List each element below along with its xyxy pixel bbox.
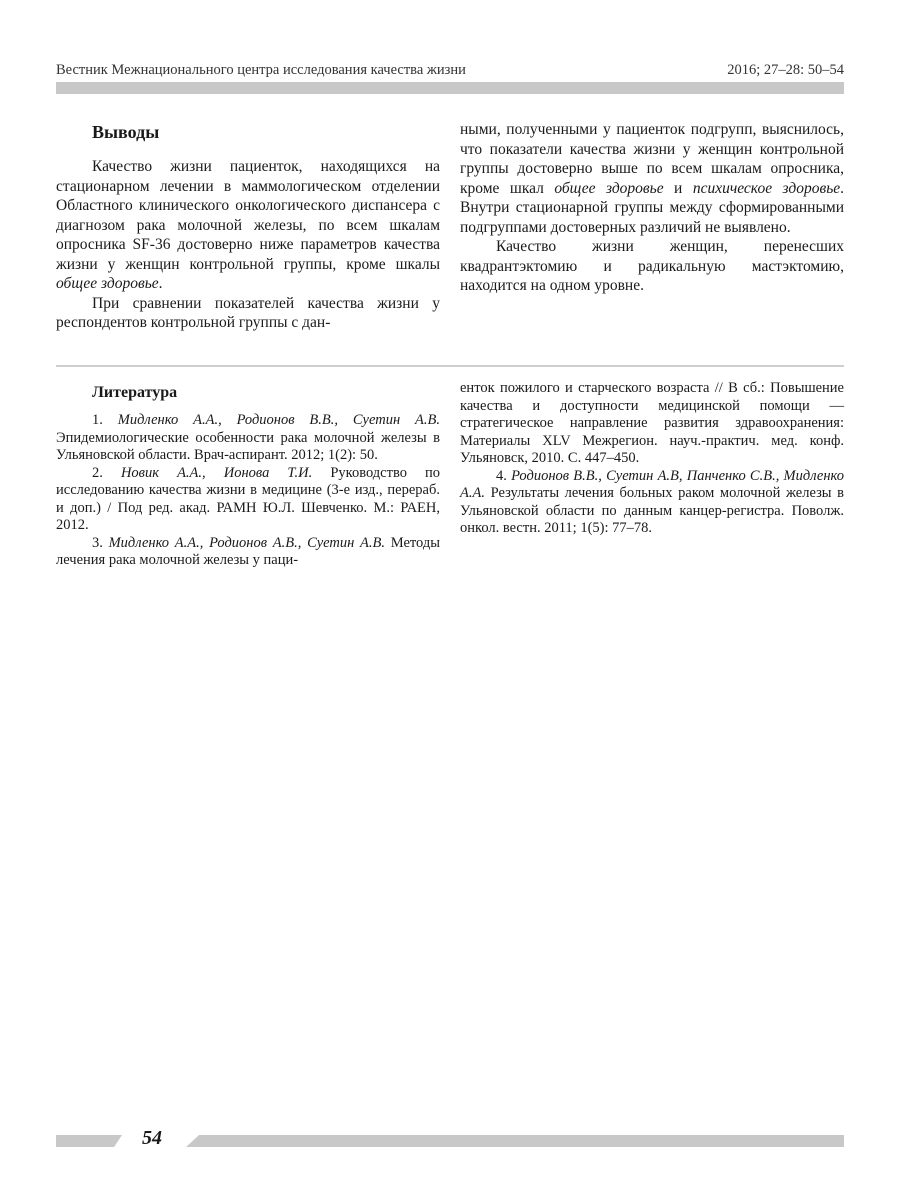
references-section <box>56 380 844 570</box>
footer-left-bar <box>56 1135 122 1147</box>
reference-item: 1. Мидленко А.А., Родионов В.В., Суетин А.В. Эпидемиологические особенности рака молочной железы в Ульяновской области. Врач-аспирант. 2012; 1(2): 50. <box>56 412 440 463</box>
reference-item: 3. Мидленко А.А., Родионов А.В., Суетин А.В. Методы лечения рака молочной железы у паци- <box>56 534 440 568</box>
conclusions-paragraph-3: Качество жизни женщин, перенесших квадрантэктомию и радикальную мастэктомию, находится на одном уровне. <box>460 238 844 294</box>
reference-item: 4. Родионов В.В., Суетин А.В, Панченко С.В., Мидленко А.А. Результаты лечения больных раком молочной железы в Ульяновской области по данным канцер-регистра. Поволж. онкол. вестн. 2011; 1(5): 77–78. <box>460 467 844 536</box>
conclusions-right-column <box>460 120 844 333</box>
section-divider <box>56 365 844 367</box>
conclusions-section <box>56 120 844 333</box>
conclusions-paragraph-1: Качество жизни пациенток, находящихся на стационарном лечении в маммологическом отделении Областного клинического онкологического диспансера с диагнозом рака молочной железы, по всем шкалам опросника SF-36 достоверно ниже параметров качества жизни у женщин контрольной группы, кроме шкалы общее здоровье. <box>56 158 440 292</box>
reference-item: 2. Новик А.А., Ионова Т.И. Руководство по исследованию качества жизни в медицине (3-е изд., перераб. и доп.) / Под ред. акад. РАМН Ю.Л. Шевченко. М.: РАЕН, 2012. <box>56 464 441 533</box>
reference-item-cont: енток пожилого и старческого возраста // В сб.: Повышение качества и доступности медицинской помощи — стратегическое направление развития здравоохранения: Материалы XLV Межрегион. науч.-практич. мед. конф. Ульяновск, 2010. С. 447–450. <box>460 380 844 466</box>
conclusions-title: Выводы <box>92 122 160 142</box>
footer-right-bar <box>186 1135 844 1147</box>
conclusions-paragraph-2: При сравнении показателей качества жизни у респондентов контрольной группы с дан- <box>56 294 440 331</box>
conclusions-paragraph-2-cont: ными, полученными у пациенток подгрупп, выяснилось, что показатели качества жизни у женщин контрольной группы достоверно выше по всем шкалам опросника, кроме шкал общее здоровье и психическое здоровье. Внутри стационарной группы между сформированными подгруппами достоверных различий не выявлено. <box>460 121 845 236</box>
references-title: Литература <box>92 384 178 401</box>
journal-title: Вестник Межнационального центра исследования качества жизни <box>56 62 466 78</box>
conclusions-left-column <box>56 120 440 333</box>
citation: 2016; 27–28: 50–54 <box>727 62 844 78</box>
running-head <box>56 62 844 79</box>
references-left-column <box>56 380 440 570</box>
header-bar <box>56 82 844 94</box>
page-number: 54 <box>142 1127 162 1149</box>
references-right-column <box>460 380 844 570</box>
